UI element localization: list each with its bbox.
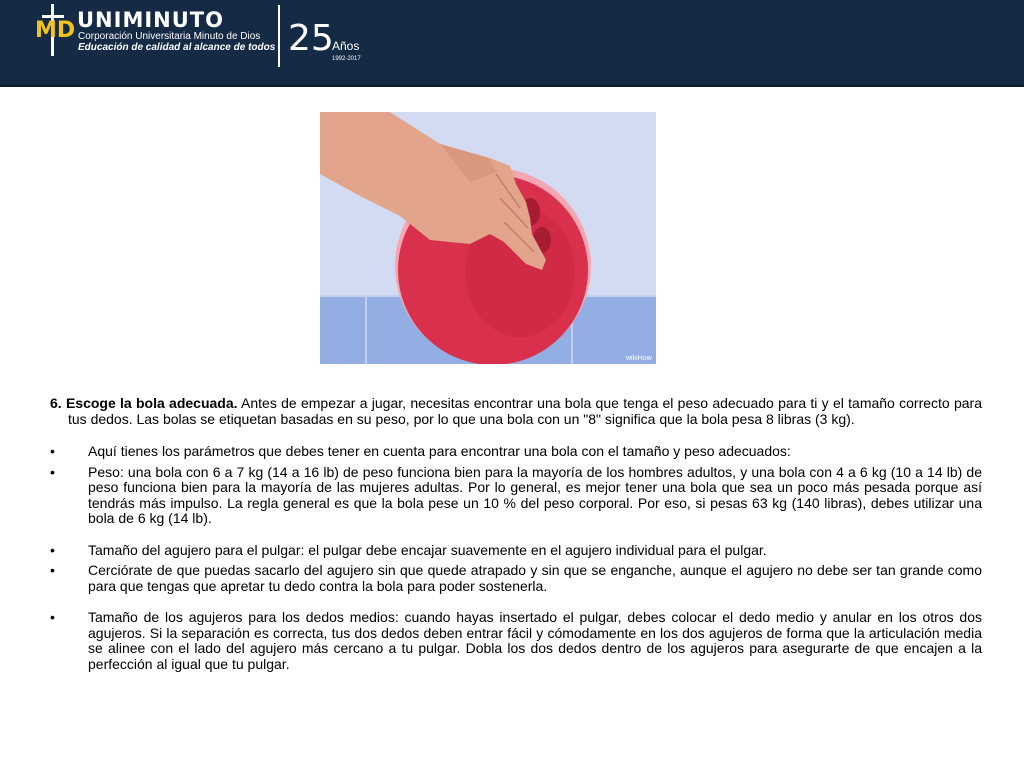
anniversary-number: 25	[288, 18, 334, 59]
header-divider	[278, 5, 280, 67]
brand-subtitle: Corporación Universitaria Minuto de Dios	[78, 31, 261, 42]
bowling-ball-grip-illustration	[320, 112, 656, 364]
bullet-intro: • Aquí tienes los parámetros que debes tener en cuenta para encontrar una bola con el tamaño y peso adecuados:	[50, 444, 982, 460]
instructions-text	[50, 396, 982, 672]
bullet-weight: • Peso: una bola con 6 a 7 kg (14 a 16 lb) de peso funciona bien para la mayoría de los hombres adultos, y una bola con 4 a 6 kg (10 a 14 lb) de peso funciona bien para la mayoría de las mujeres adultas. Por lo general, es mejor tener una bola que sea un poco más pesada porque así tendrás más impulso. La regla general es que la bola pese un 10 % del peso corporal. Por eso, si pesas 63 kg (140 libras), debes utilizar una bola de 6 kg (14 lb).	[50, 465, 982, 527]
anniversary-word: Años	[332, 39, 360, 53]
bullet-thumb-check: • Cerciórate de que puedas sacarlo del agujero sin que quede atrapado y sin que se enganche, aunque el agujero no debe ser tan grande como para que tengas que apretar tu dedo contra la bola para poder sostenerla.	[50, 563, 982, 594]
wikihow-watermark: wikiHow	[626, 355, 652, 362]
bullet-finger-holes: • Tamaño de los agujeros para los dedos medios: cuando hayas insertado el pulgar, debes colocar el dedo medio y anular en los otros dos agujeros. Si la separación es correcta, tus dos dedos deben entrar fácil y cómodamente en los dos agujeros de forma que la articulación media se alinee con el lado del agujero más cercano a tu pulgar. Dobla los dos dedos dentro de los agujeros para asegurarte de que encajen a la perfección al igual que tu pulgar.	[50, 610, 982, 672]
brand-slogan: Educación de calidad al alcance de todos	[78, 42, 276, 53]
uniminuto-logo-icon	[34, 4, 76, 56]
logo-initials: MD	[35, 18, 76, 43]
step-6-paragraph	[50, 396, 982, 427]
anniversary-years: 1992-2017	[332, 56, 361, 62]
brand-name: UNIMINUTO	[77, 8, 224, 32]
step-6-title: 6. Escoge la bola adecuada.	[50, 395, 238, 411]
anniversary-25-years-icon	[288, 10, 368, 68]
header-banner	[0, 0, 1024, 87]
step-6-body: Antes de empezar a jugar, necesitas encontrar una bola que tenga el peso adecuado para ti y el tamaño correcto para tus dedos. Las bolas se etiquetan basadas en su peso, por lo que una bola con un "8" significa que la bola pesa 8 libras (3 kg).	[68, 395, 982, 427]
bullet-thumb-hole: • Tamaño del agujero para el pulgar: el pulgar debe encajar suavemente en el agujero individual para el pulgar.	[50, 543, 982, 559]
